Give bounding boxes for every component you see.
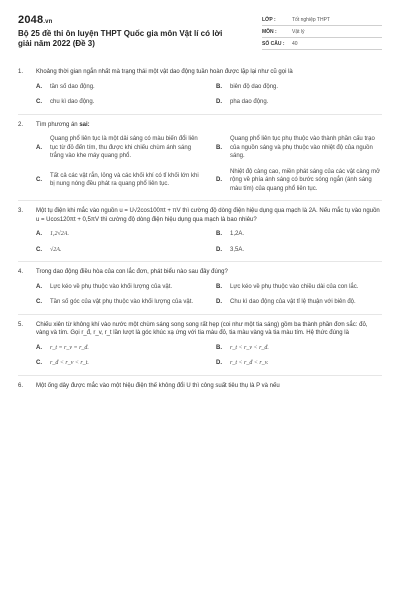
- meta-value: Vật lý: [292, 29, 305, 35]
- option-text: 3,5A.: [230, 246, 245, 253]
- option-text: biên độ dao động.: [230, 83, 279, 90]
- option-d[interactable]: [216, 246, 382, 255]
- option-text: r_đ < r_v < r_t.: [50, 360, 89, 366]
- option-b[interactable]: [216, 344, 382, 353]
- option-text: tần số dao động.: [50, 83, 95, 90]
- option-text: pha dao động.: [230, 99, 269, 105]
- option-d[interactable]: [216, 298, 382, 307]
- brand-suffix: .vn: [43, 19, 53, 25]
- option-letter: D.: [216, 99, 222, 105]
- option-grid: [36, 344, 382, 368]
- divider: [18, 314, 382, 315]
- option-grid: [36, 283, 382, 307]
- option-letter: C.: [36, 246, 42, 253]
- option-a[interactable]: [36, 83, 202, 92]
- brand-name: 2048: [18, 14, 44, 26]
- question-3: [18, 207, 382, 254]
- option-c[interactable]: [36, 298, 202, 307]
- question-2: [18, 121, 382, 194]
- question-text: Một ống dây được mắc vào một hiệu điện thế không đổi U thì công suất tiêu thụ là P và nếu: [36, 382, 280, 389]
- question-number: 5.: [18, 321, 24, 328]
- option-letter: A.: [36, 344, 42, 351]
- option-c[interactable]: [36, 168, 202, 194]
- option-d[interactable]: [216, 359, 382, 368]
- divider: [18, 261, 382, 262]
- option-c[interactable]: [36, 359, 202, 368]
- option-text: Chu kì dao động của vật tỉ lệ thuận với biên độ.: [230, 299, 356, 305]
- option-b[interactable]: [216, 283, 382, 292]
- question-text: Chiếu xiên từ không khí vào nước một chùm sáng song song rất hẹp (coi như một tia sáng) gồm ba thành phần đơn sắc: đỏ, vàng và tím. Gọi r_đ, r_v, r_t lần lượt là góc khúc xạ ứng với tia màu đỏ, tia màu vàng và tia màu tím. Hệ thức đúng là: [36, 321, 368, 336]
- option-a[interactable]: [36, 135, 202, 161]
- option-letter: B.: [216, 83, 222, 90]
- header-left: [18, 14, 223, 50]
- divider: [18, 114, 382, 115]
- document-header: [18, 14, 382, 50]
- question-4: [18, 268, 382, 307]
- option-text: chu kì dao động.: [50, 99, 95, 105]
- question-1: [18, 68, 382, 107]
- option-letter: B.: [216, 344, 222, 351]
- option-text: Quang phổ liên tục là một dải sáng có màu biến đổi liên tục từ đỏ đến tím, thu được khi chiếu chùm ánh sáng trắng vào khe máy quang phổ.: [50, 136, 198, 159]
- question-text: Một tụ điện khi mắc vào nguồn u = U√2cos100πt + πV thì cường độ dòng điện hiệu dụng qua mạch là 2A. Nếu mắc tụ vào nguồn u = Ucos120πt + 0,5πV thì cường độ dòng điện hiệu dụng qua mạch là bao nhiêu?: [36, 208, 380, 223]
- option-letter: A.: [36, 144, 42, 151]
- option-text: 1,2A.: [230, 231, 245, 237]
- option-text: r_t < r_v < r_đ.: [230, 344, 269, 351]
- question-number: 3.: [18, 208, 24, 214]
- meta-row-class: [262, 14, 382, 26]
- divider: [18, 200, 382, 201]
- meta-value: 40: [292, 41, 298, 47]
- question-6: [18, 382, 382, 391]
- option-letter: B.: [216, 144, 222, 151]
- question-list: [18, 68, 382, 390]
- option-text: Tất cả các vật rắn, lỏng và các khối khí có tỉ khối lớn khi bị nung nóng đều phát ra quang phổ liên tục.: [50, 172, 199, 188]
- brand-logo: [18, 14, 223, 26]
- option-text: Nhiệt độ càng cao, miền phát sáng của các vật càng mở rộng về phía ánh sáng có bước sóng ngắn (ánh sáng màu tím) của quang phổ liên tục.: [230, 168, 381, 192]
- option-grid: [36, 230, 382, 254]
- option-b[interactable]: [216, 83, 382, 92]
- option-letter: C.: [36, 299, 42, 305]
- option-text: r_t = r_v = r_đ.: [50, 344, 89, 351]
- question-number: 1.: [18, 69, 24, 75]
- option-text: Lực kéo về phụ thuộc vào khối lượng của vật.: [50, 283, 173, 290]
- option-a[interactable]: [36, 230, 202, 239]
- option-letter: D.: [216, 246, 222, 253]
- option-a[interactable]: [36, 283, 202, 292]
- option-b[interactable]: [216, 135, 382, 161]
- meta-label: MÔN :: [262, 29, 277, 35]
- option-letter: A.: [36, 83, 42, 90]
- question-text-emphasis: sai:: [79, 121, 90, 128]
- meta-label: LỚP :: [262, 17, 276, 23]
- option-c[interactable]: [36, 98, 202, 107]
- option-text: Quang phổ liên tục phụ thuộc vào thành phần cấu trạo của nguồn sáng và phụ thuộc vào nhiệt độ của nguồn sáng.: [230, 136, 375, 159]
- option-grid: [36, 135, 382, 193]
- option-letter: B.: [216, 283, 222, 290]
- option-letter: D.: [216, 360, 222, 366]
- question-text: [36, 121, 382, 130]
- option-b[interactable]: [216, 230, 382, 239]
- option-d[interactable]: [216, 98, 382, 107]
- question-5: [18, 321, 382, 368]
- option-letter: C.: [36, 360, 42, 366]
- option-letter: A.: [36, 283, 42, 290]
- option-d[interactable]: [216, 168, 382, 194]
- option-text: √2A.: [50, 246, 62, 253]
- meta-box: [262, 14, 382, 50]
- question-number: 2.: [18, 121, 24, 128]
- option-letter: C.: [36, 177, 42, 183]
- doc-title: Bộ 25 đề thi ôn luyện THPT Quốc gia môn Vật lí có lời giải năm 2022 (Đề 3): [18, 29, 223, 48]
- divider: [18, 375, 382, 376]
- option-letter: A.: [36, 231, 42, 237]
- option-letter: B.: [216, 231, 222, 237]
- option-letter: C.: [36, 99, 42, 105]
- option-letter: D.: [216, 299, 222, 305]
- question-text: Khoảng thời gian ngắn nhất mà trạng thái một vật dao động tuần hoàn được lặp lại như cũ gọi là: [36, 69, 293, 75]
- option-text: r_t < r_đ < r_v.: [230, 360, 269, 366]
- question-number: 6.: [18, 382, 24, 389]
- question-number: 4.: [18, 269, 24, 275]
- question-text-prefix: Tìm phương án: [36, 121, 80, 128]
- option-a[interactable]: [36, 344, 202, 353]
- option-letter: D.: [216, 177, 222, 183]
- meta-row-subject: [262, 26, 382, 38]
- meta-row-count: [262, 38, 382, 50]
- question-text: Trong dao động điều hòa của con lắc đơn, phát biểu nào sau đây đúng?: [36, 269, 228, 275]
- meta-label: SỐ CÂU :: [262, 41, 285, 47]
- option-text: Lực kéo về phụ thuộc vào chiều dài của con lắc.: [230, 283, 359, 290]
- option-c[interactable]: [36, 246, 202, 255]
- option-text: 1,2√2A.: [50, 231, 69, 237]
- meta-value: Tốt nghiệp THPT: [292, 17, 330, 23]
- option-text: Tần số góc của vật phụ thuộc vào khối lượng của vật.: [50, 299, 194, 305]
- option-grid: [36, 83, 382, 107]
